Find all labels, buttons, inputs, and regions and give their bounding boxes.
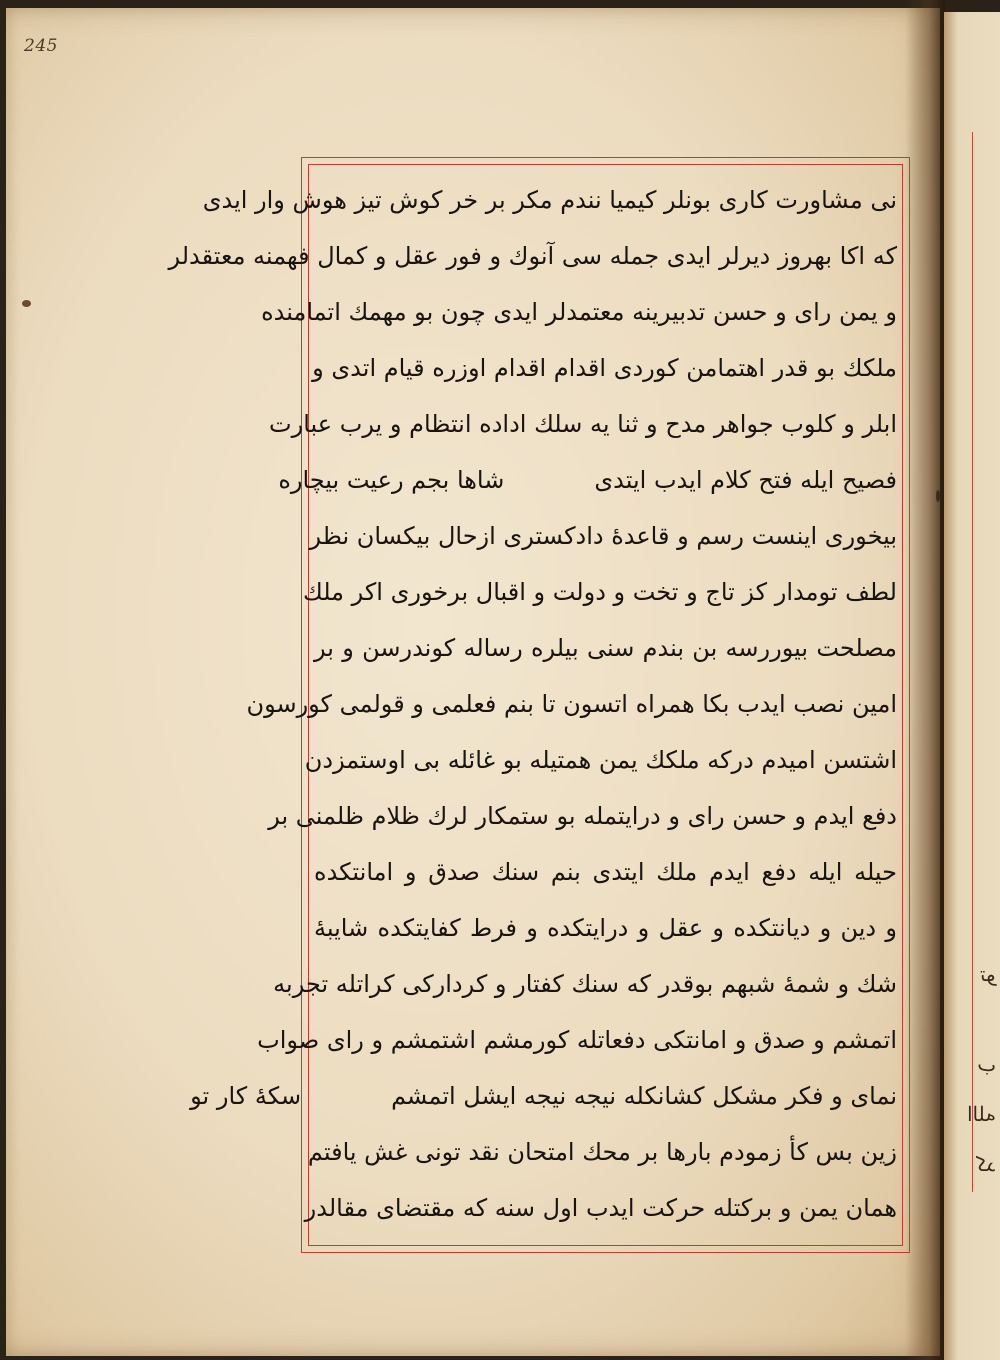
manuscript-text-block	[168, 170, 897, 1240]
text-line: همان یمن و برکتله حرکت ایدب اول سنه که مقتضای مقالدر	[304, 1194, 897, 1222]
text-line: ابلر و کلوب جواهر مدح و ثنا یه سلك اداده انتظام و یرب عبارت	[269, 410, 897, 438]
text-line: بیخوری اینست رسم و قاعدهٔ دادکستری ازحال بیکسان نظر	[309, 522, 897, 550]
text-phrase: نمای و فکر مشکل کشانکله نیجه نیجه ایشل اتمشم	[391, 1082, 897, 1110]
text-line: که اکا بهروز دیرلر ایدی جمله سی آنوك و فور عقل و کمال فهمنه معتقدلر	[168, 242, 897, 270]
text-line	[278, 454, 897, 506]
text-phrase: فصیح ایله فتح کلام ایدب ایتدی	[594, 466, 897, 494]
text-line: لطف تومدار کز تاج و تخت و دولت و اقبال برخوری اکر ملك	[302, 578, 897, 606]
text-line: حیله ایله دفع ایدم ملك ایتدی بنم سنك صدق و امانتکده	[314, 858, 897, 886]
text-line: شك و شمهٔ شبهم بوقدر که سنك کفتار و کردارکی کراتله تجربه	[273, 970, 897, 998]
text-line: و دین و دیانتکده و عقل و درایتکده و فرط کفایتکده شایبهٔ	[314, 914, 897, 942]
text-line: نی مشاورت کاری بونلر کیمیا نندم مکر بر خر کوش تیز هوش وار ایدی	[202, 186, 897, 214]
text-line: زین بس کأ زمودم بارها بر محك امتحان نقد تونی غش یافتم	[307, 1138, 897, 1166]
text-line: مصلحت بیوررسه بن بندم سنی بیلره رساله کوندرسن و بر	[314, 634, 897, 662]
text-phrase: شاها بجم رعیت بیچاره	[278, 466, 505, 494]
ink-spot	[22, 300, 31, 307]
text-line: و یمن رای و حسن تدبیرینه معتمدلر ایدی چون بو مهمك اتمامنده	[261, 298, 897, 326]
ink-spot	[936, 490, 940, 502]
facing-page-edge	[944, 12, 1000, 1360]
facing-page-text: ب	[977, 1052, 996, 1076]
facing-page-text: الله	[967, 1102, 996, 1126]
text-phrase: سکهٔ کار تو	[190, 1082, 302, 1110]
text-line: دفع ایدم و حسن رای و درایتمله بو ستمکار لرك ظلام ظلمنی بر	[268, 802, 897, 830]
folio-number: 245	[24, 36, 58, 56]
page-gutter	[905, 0, 945, 1360]
text-line: ملکك بو قدر اهتمامن کوردی اقدام اقدام اوزره قیام اتدی و	[312, 354, 897, 382]
text-line	[190, 1070, 897, 1122]
text-line: اشتسن امیدم درکه ملکك یمن همتیله بو غائله بی اوستمزدن	[304, 746, 897, 774]
facing-page-border	[972, 132, 973, 1192]
facing-page-text: کد	[975, 1152, 996, 1176]
text-line: اتمشم و صدق و امانتکی دفعاتله کورمشم اشتمشم و رای صواب	[257, 1026, 897, 1054]
text-line: امین نصب ایدب بکا همراه اتسون تا بنم فعلمی و قولمی کورسون	[246, 690, 897, 718]
facing-page-text: تو	[980, 962, 996, 986]
